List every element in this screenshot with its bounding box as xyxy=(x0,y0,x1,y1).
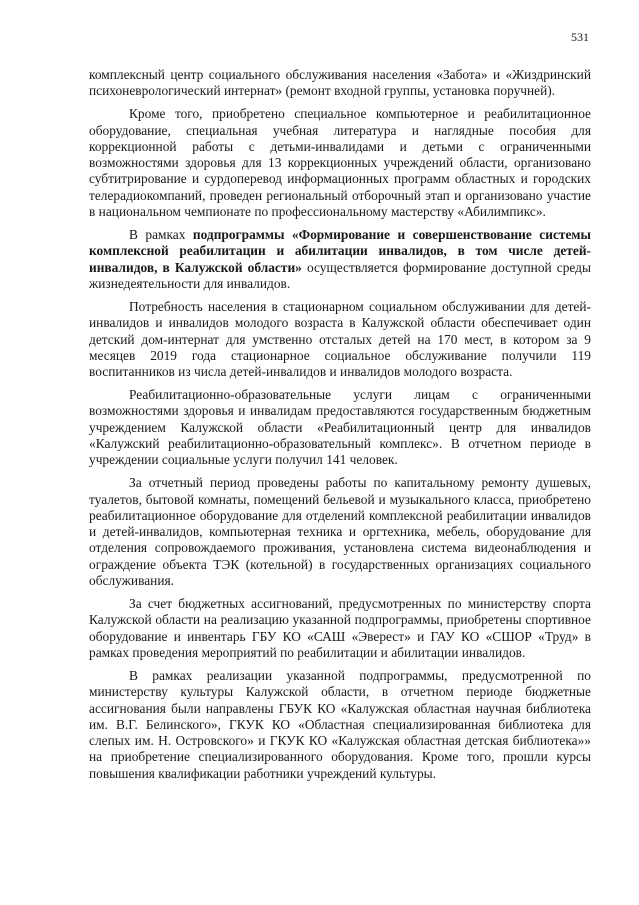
paragraph-subprogram xyxy=(89,227,591,292)
subprogram-title: подпрограммы «Формирование и совершенствование системы комплексной реабилитации и абилитации инвалидов, в том числе детей-инвалидов, в Калужской области» xyxy=(89,227,591,275)
paragraph-repair-works: За отчетный период проведены работы по капитальному ремонту душевых, туалетов, бытовой комнаты, помещений бельевой и музыкального класса, приобретено реабилитационное оборудование для отделений комплексной реабилитации инвалидов и детей-инвалидов, компьютерная техника и оргтехника, мебель, оборудование для отделения сопровождаемого проживания, установлена система видеонаблюдения и ограждение объекта ТЭК (котельной) в государственных организациях социального обслуживания. xyxy=(89,475,591,589)
paragraph-continuation: комплексный центр социального обслуживания населения «Забота» и «Жиздринский психоневрологический интернат» (ремонт входной группы, установка поручней). xyxy=(89,67,591,99)
paragraph-inpatient-care: Потребность населения в стационарном социальном обслуживании для детей-инвалидов и инвалидов молодого возраста в Калужской области обеспечивает один детский дом-интернат для умственно отсталых детей на 170 мест, в котором за 9 месяцев 2019 года стационарное социальное обслуживание получили 119 воспитанников из числа детей-инвалидов и инвалидов молодого возраста. xyxy=(89,298,591,380)
paragraph-culture-ministry: В рамках реализации указанной подпрограммы, предусмотренной по министерству культуры Калужской области, в отчетном периоде бюджетные ассигнования были направлены ГБУК КО «Калужская областная научная библиотека им. В.Г. Белинского», ГКУК КО «Областная специализированная библиотека для слепых им. Н. Островского» и ГКУК КО «Калужская областная детская библиотека»» на приобретение специализированного оборудования. Кроме того, прошли курсы повышения квалификации работники учреждений культуры. xyxy=(89,667,591,781)
paragraph-sports-ministry: За счет бюджетных ассигнований, предусмотренных по министерству спорта Калужской области на реализацию указанной подпрограммы, приобретены спортивное оборудование и инвентарь ГБУ КО «САШ «Эверест» и ГАУ КО «СШОР «Труд» в рамках проведения мероприятий по реабилитации и абилитации инвалидов. xyxy=(89,596,591,660)
document-body xyxy=(89,67,591,789)
subprogram-suffix: осуществляется формирование доступной среды жизнедеятельности для инвалидов. xyxy=(89,259,591,291)
page-number: 531 xyxy=(571,30,589,44)
paragraph-rehab-education: Реабилитационно-образовательные услуги лицам с ограниченными возможностями здоровья и инвалидам предоставляются государственным бюджетным учреждением Калужской области «Реабилитационный центр для инвалидов «Калужский реабилитационно-образовательный комплекс». В отчетном периоде в учреждении социальные услуги получил 141 человек. xyxy=(89,387,591,468)
subprogram-prefix: В рамках xyxy=(129,227,193,243)
paragraph-equipment: Кроме того, приобретено специальное компьютерное и реабилитационное оборудование, специальная учебная литература и наглядные пособия для коррекционной работы с детьми-инвалидами и детьми с ограниченными возможностями здоровья для 13 коррекционных учреждений области, организовано субтитрирование и сурдоперевод информационных программ областных и городских телерадиокомпаний, проведен региональный отборочный этап и организовано участие в национальном чемпионате по профессиональному мастерству «Абилимпикс». xyxy=(89,106,591,220)
